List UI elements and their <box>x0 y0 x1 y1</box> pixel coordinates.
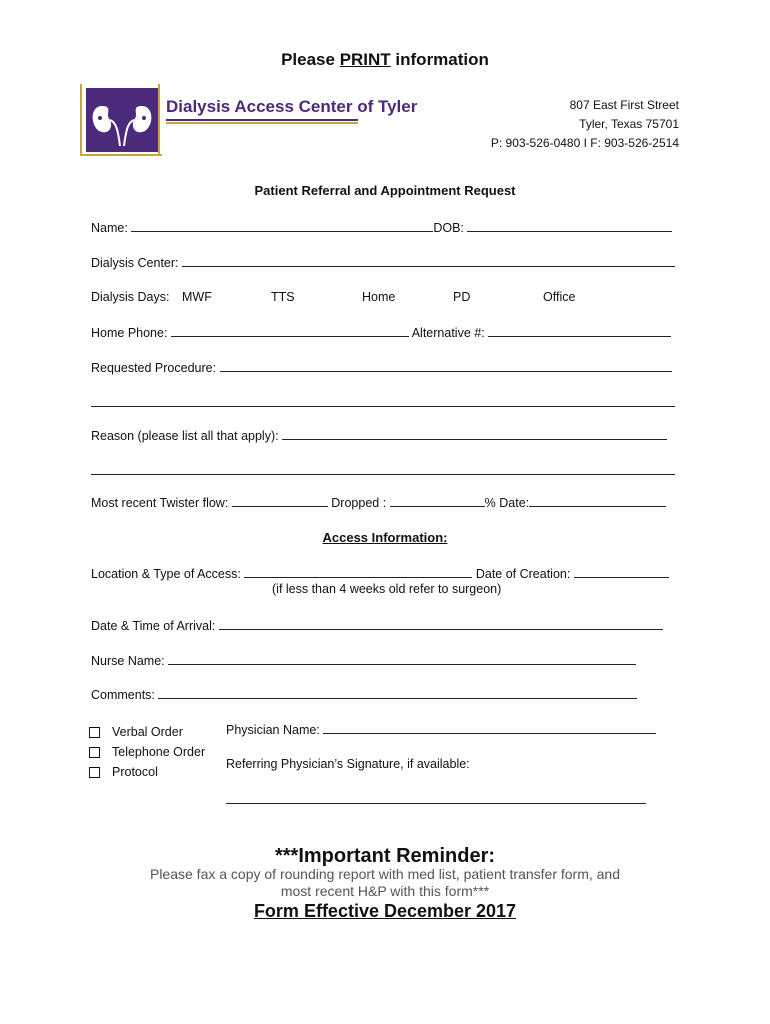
fax-line-1: Please fax a copy of rounding report with med list, patient transfer form, and <box>149 866 621 882</box>
address-city: Tyler, Texas 75701 <box>579 117 679 131</box>
date-field[interactable] <box>529 494 666 507</box>
dropped-field[interactable] <box>390 494 485 507</box>
alternative-label: Alternative #: <box>411 326 485 340</box>
dialysis-center-label: Dialysis Center: <box>91 256 179 270</box>
physician-label: Physician Name: <box>226 723 320 737</box>
location-field[interactable] <box>244 565 472 578</box>
reason-field[interactable] <box>282 427 667 440</box>
day-option-pd[interactable]: PD <box>453 290 471 304</box>
alternative-phone-field[interactable] <box>488 324 671 337</box>
dropped-label: Dropped : <box>331 496 387 510</box>
creation-label: Date of Creation: <box>475 567 571 581</box>
day-option-office[interactable]: Office <box>543 290 576 304</box>
twister-field[interactable] <box>232 494 328 507</box>
order-option-verbal[interactable]: Verbal Order <box>89 722 183 742</box>
fax-line-2: most recent H&P with this form*** <box>280 883 490 899</box>
twister-label: Most recent Twister flow: <box>91 496 229 510</box>
checkbox[interactable] <box>89 747 100 758</box>
day-option-mwf[interactable]: MWF <box>182 290 212 304</box>
requested-procedure-field[interactable] <box>220 359 672 372</box>
location-row <box>91 565 669 582</box>
day-option-home[interactable]: Home <box>362 290 396 304</box>
arrival-field[interactable] <box>219 617 663 630</box>
day-option-tts[interactable]: TTS <box>271 290 295 304</box>
name-field[interactable] <box>131 219 433 232</box>
name-label: Name: <box>91 221 128 235</box>
order-option-telephone[interactable]: Telephone Order <box>89 742 205 762</box>
form-effective-date: Form Effective December 2017 <box>253 901 517 921</box>
checkbox[interactable] <box>89 727 100 738</box>
location-label: Location & Type of Access: <box>91 567 241 581</box>
dialysis-days-label: Dialysis Days: <box>91 290 170 304</box>
address-street: 807 East First Street <box>569 98 679 112</box>
print-emphasis: PRINT <box>339 50 391 69</box>
clinic-logo <box>80 84 418 156</box>
reason-row <box>91 427 667 444</box>
arrival-label: Date & Time of Arrival: <box>91 619 216 633</box>
home-phone-label: Home Phone: <box>91 326 168 340</box>
physician-field[interactable] <box>323 721 656 734</box>
order-option-protocol[interactable]: Protocol <box>89 762 158 782</box>
dialysis-center-field[interactable] <box>182 254 675 267</box>
date-label: % Date: <box>484 496 530 510</box>
twister-row <box>91 494 666 511</box>
physician-row <box>226 721 656 738</box>
home-phone-field[interactable] <box>171 324 409 337</box>
important-reminder: ***Important Reminder: <box>274 845 496 867</box>
fax-instructions <box>0 866 770 900</box>
creation-note: (if less than 4 weeks old refer to surgeon) <box>272 582 502 596</box>
comments-field[interactable] <box>158 686 637 699</box>
signature-label: Referring Physician’s Signature, if available: <box>226 757 470 771</box>
arrival-row <box>91 617 663 634</box>
form-heading: Patient Referral and Appointment Request <box>254 183 516 198</box>
name-dob-row <box>91 219 672 236</box>
signature-line[interactable] <box>226 803 646 804</box>
dob-field[interactable] <box>467 219 672 232</box>
dob-label: DOB: <box>433 221 464 235</box>
logo-text: Dialysis Access Center of Tyler <box>166 97 418 116</box>
clinic-address <box>491 96 679 153</box>
page-title: Please PRINT information <box>281 50 489 69</box>
checkbox[interactable] <box>89 767 100 778</box>
phone-row <box>91 324 671 341</box>
nurse-label: Nurse Name: <box>91 654 165 668</box>
reason-label: Reason (please list all that apply): <box>91 429 279 443</box>
nurse-row <box>91 652 636 669</box>
requested-procedure-label: Requested Procedure: <box>91 361 217 375</box>
dialysis-center-row <box>91 254 675 271</box>
creation-field[interactable] <box>574 565 669 578</box>
procedure-continuation-line[interactable] <box>91 406 675 407</box>
reason-continuation-line[interactable] <box>91 474 675 475</box>
access-heading: Access Information: <box>322 530 448 545</box>
procedure-row <box>91 359 672 376</box>
comments-label: Comments: <box>91 688 155 702</box>
address-phones: P: 903-526-0480 I F: 903-526-2514 <box>490 136 679 150</box>
comments-row <box>91 686 637 703</box>
nurse-field[interactable] <box>168 652 636 665</box>
